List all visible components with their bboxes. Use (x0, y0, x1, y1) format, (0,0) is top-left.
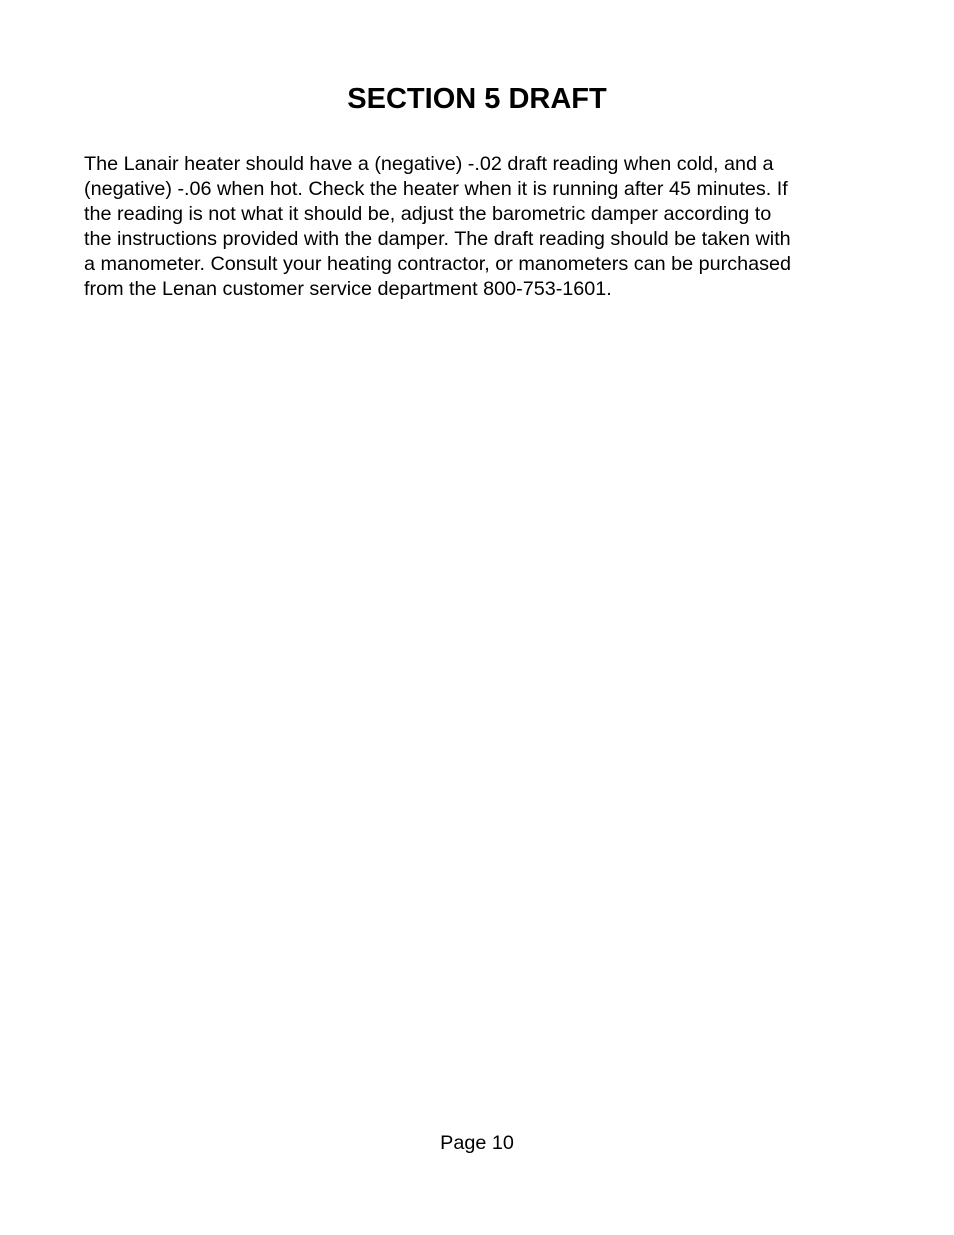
body-paragraph (84, 152, 884, 302)
body-line: the reading is not what it should be, adjust the barometric damper according to (84, 203, 772, 225)
section-title: SECTION 5 DRAFT (347, 83, 607, 115)
page-number: Page 10 (440, 1132, 514, 1154)
body-line: The Lanair heater should have a (negative) -.02 draft reading when cold, and a (84, 153, 774, 175)
body-line: the instructions provided with the damper. The draft reading should be taken with (84, 228, 791, 250)
body-line: (negative) -.06 when hot. Check the heater when it is running after 45 minutes. If (84, 178, 788, 200)
body-line: from the Lenan customer service department 800-753-1601. (84, 278, 612, 300)
body-line: a manometer. Consult your heating contractor, or manometers can be purchased (84, 253, 792, 275)
